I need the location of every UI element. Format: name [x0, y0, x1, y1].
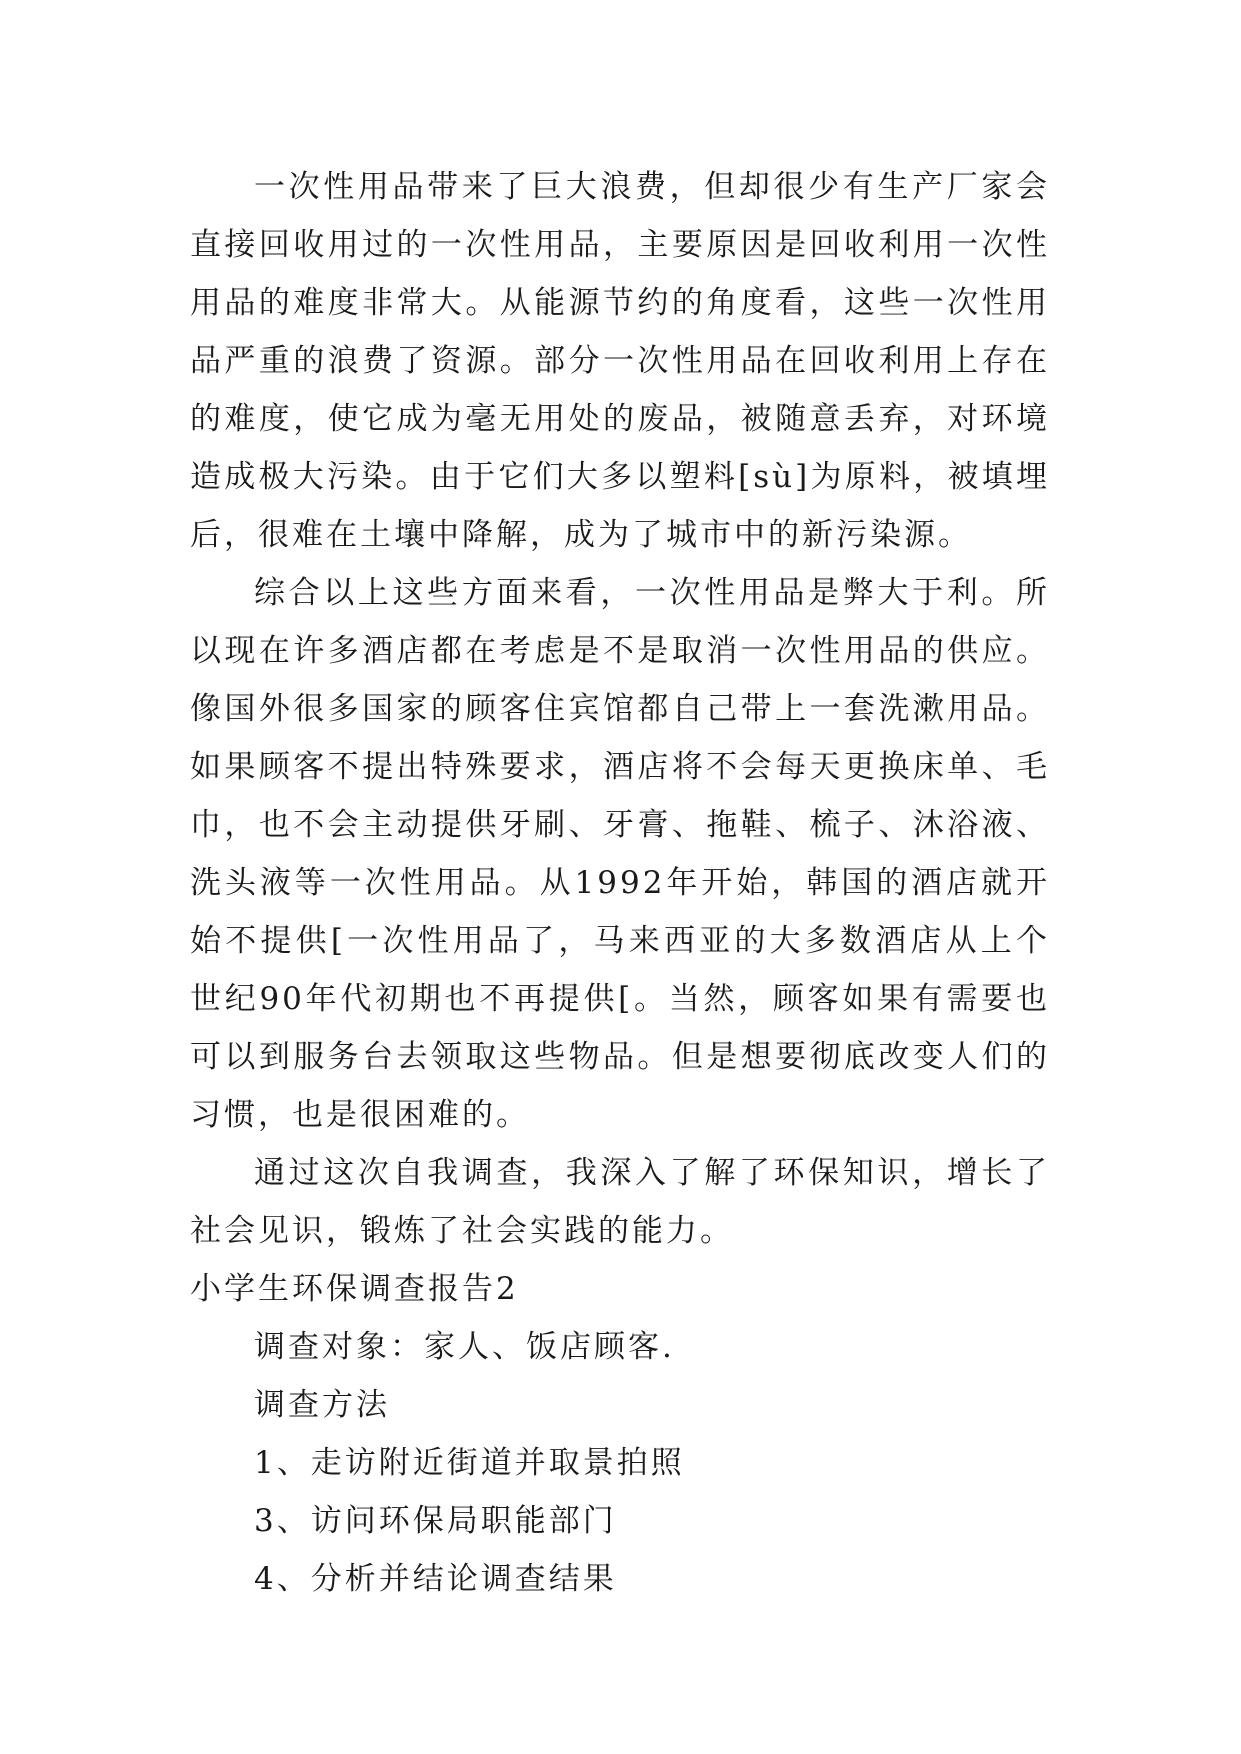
document-body: [190, 158, 1050, 1608]
method-item: 4、分析并结论调查结果: [254, 1561, 617, 1597]
paragraph-disposable-waste: 一次性用品带来了巨大浪费，但却很少有生产厂家会直接回收用过的一次性用品，主要原因是回收利用一次性用品的难度非常大。从能源节约的角度看，这些一次性用品严重的浪费了资源。部分一次性用品在回收利用上存在的难度，使它成为毫无用处的废品，被随意丢弃，对环境造成极大污染。由于它们大多以塑料[sù]为原料，被填埋后，很难在土壤中降解，成为了城市中的新污染源。: [190, 169, 1050, 553]
section-title: 小学生环保调查报告2: [190, 1271, 519, 1307]
paragraph-conclusion: 通过这次自我调查，我深入了解了环保知识，增长了社会见识，锻炼了社会实践的能力。: [190, 1155, 1050, 1249]
method-label: 调查方法: [254, 1387, 390, 1423]
method-item: 1、走访附近街道并取景拍照: [254, 1445, 685, 1481]
survey-subject: 调查对象：家人、饭店顾客.: [254, 1329, 675, 1365]
paragraph-hotel-practice: 综合以上这些方面来看，一次性用品是弊大于利。所以现在许多酒店都在考虑是不是取消一次性用品的供应。像国外很多国家的顾客住宾馆都自己带上一套洗漱用品。如果顾客不提出特殊要求，酒店将不会每天更换床单、毛巾，也不会主动提供牙刷、牙膏、拖鞋、梳子、沐浴液、洗头液等一次性用品。从1992年开始，韩国的酒店就开始不提供[一次性用品了，马来西亚的大多数酒店从上个世纪90年代初期也不再提供[。当然，顾客如果有需要也可以到服务台去领取这些物品。但是想要彻底改变人们的习惯，也是很困难的。: [190, 575, 1050, 1133]
method-item: 3、访问环保局职能部门: [254, 1503, 617, 1539]
